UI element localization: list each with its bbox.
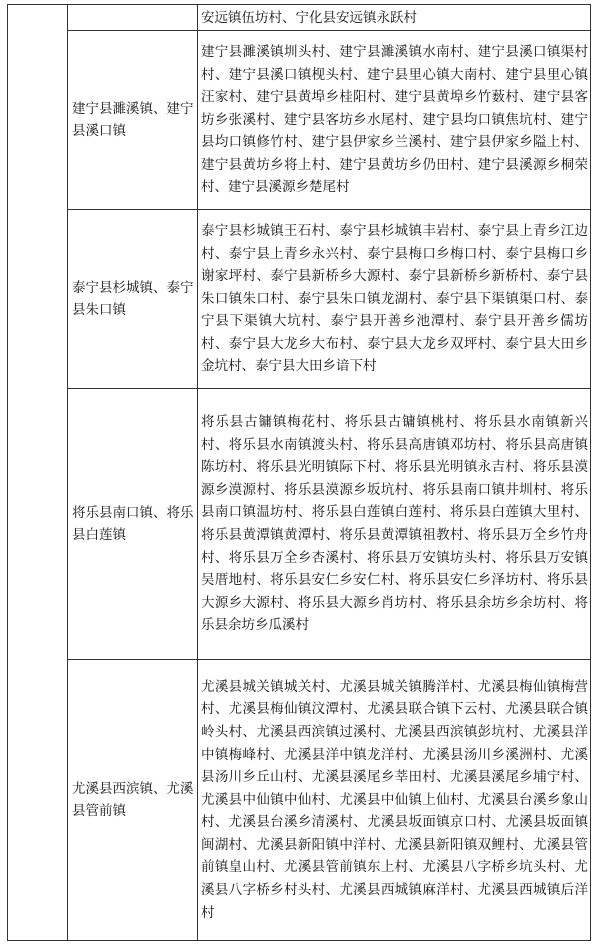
- table-row: [8, 5, 591, 31]
- town-cell: 泰宁县杉城镇、泰宁县朱口镇: [68, 210, 198, 389]
- town-cell: 将乐县南口镇、将乐县白莲镇: [68, 389, 198, 660]
- table-row: [8, 389, 591, 660]
- village-list-cell: 建宁县濉溪镇圳头村、建宁县濉溪镇水南村、建宁县溪口镇渠村村、建宁县溪口镇枧头村、建宁县里心镇大南村、建宁县里心镇汪家村、建宁县黄埠乡桂阳村、建宁县黄埠乡竹薮村、建宁县客坊乡张溪村、建宁县客坊乡水尾村、建宁县均口镇焦坑村、建宁县均口镇修竹村、建宁县伊家乡兰溪村、建宁县伊家乡隘上村、建宁县黄坊乡将上村、建宁县黄坊乡仍田村、建宁县溪源乡桐荣村、建宁县溪源乡楚尾村: [198, 31, 591, 210]
- table-row: [8, 210, 591, 389]
- village-list-cell: 尤溪县城关镇城关村、尤溪县城关镇腾洋村、尤溪县梅仙镇梅营村、尤溪县梅仙镇汶潭村、尤溪县联合镇下云村、尤溪县联合镇岭头村、尤溪县西滨镇过溪村、尤溪县西滨镇彭坑村、尤溪县洋中镇梅峰村、尤溪县洋中镇龙洋村、尤溪县汤川乡溪洲村、尤溪县汤川乡丘山村、尤溪县溪尾乡莘田村、尤溪县溪尾乡埔宁村、尤溪县中仙镇中仙村、尤溪县中仙镇上仙村、尤溪县台溪乡象山村、尤溪县台溪乡清溪村、尤溪县坂面镇京口村、尤溪县坂面镇闽湖村、尤溪县新阳镇中洋村、尤溪县新阳镇双鲤村、尤溪县管前镇皇山村、尤溪县管前镇东上村、尤溪县八字桥乡坑头村、尤溪县八字桥乡村头村、尤溪县西城镇麻洋村、尤溪县西城镇后洋村: [198, 660, 591, 941]
- village-list-cell: 安远镇伍坊村、宁化县安远镇永跃村: [198, 5, 591, 31]
- town-cell: 尤溪县西滨镇、尤溪县管前镇: [68, 660, 198, 941]
- town-village-table: [7, 4, 591, 941]
- left-merged-cell: [8, 5, 68, 941]
- village-list-cell: 将乐县古镛镇梅花村、将乐县古镛镇桃村、将乐县水南镇新兴村、将乐县水南镇渡头村、将乐县高唐镇邓坊村、将乐县高唐镇陈坊村、将乐县光明镇际下村、将乐县光明镇永吉村、将乐县漠源乡漠源村、将乐县漠源乡坂坑村、将乐县南口镇井圳村、将乐县南口镇温坊村、将乐县白莲镇白莲村、将乐县白莲镇大里村、将乐县黄潭镇黄潭村、将乐县黄潭镇祖教村、将乐县万全乡竹舟村、将乐县万全乡杏溪村、将乐县万安镇坊头村、将乐县万安镇吴厝地村、将乐县安仁乡安仁村、将乐县安仁乡泽坊村、将乐县大源乡大源村、将乐县大源乡肖坊村、将乐县余坊乡余坊村、将乐县余坊乡瓜溪村: [198, 389, 591, 660]
- village-list-cell: 泰宁县杉城镇王石村、泰宁县杉城镇丰岩村、泰宁县上青乡江边村、泰宁县上青乡永兴村、泰宁县梅口乡梅口村、泰宁县梅口乡谢家坪村、泰宁县新桥乡大源村、泰宁县新桥乡新桥村、泰宁县朱口镇朱口村、泰宁县朱口镇龙湖村、泰宁县下渠镇渠口村、泰宁县下渠镇大坑村、泰宁县开善乡池潭村、泰宁县开善乡儒坊村、泰宁县大龙乡大布村、泰宁县大龙乡双坪村、泰宁县大田乡金坑村、泰宁县大田乡谙下村: [198, 210, 591, 389]
- town-cell: 建宁县濉溪镇、建宁县溪口镇: [68, 31, 198, 210]
- table-row: [8, 31, 591, 210]
- town-cell: [68, 5, 198, 31]
- table-row: [8, 660, 591, 941]
